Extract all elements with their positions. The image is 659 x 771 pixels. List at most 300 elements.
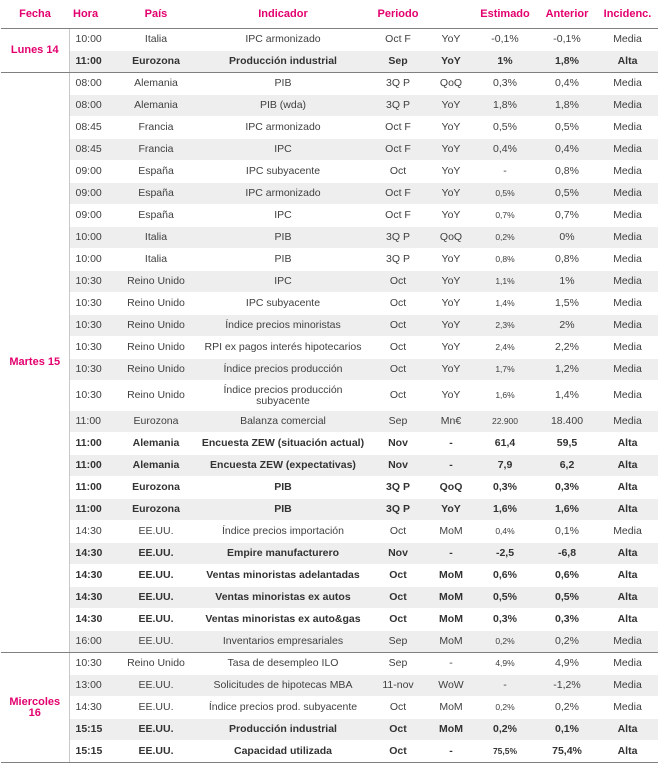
unidad-cell: YoY xyxy=(429,95,473,117)
periodo-cell: Oct F xyxy=(367,183,429,205)
estimado-cell: 0,4% xyxy=(473,139,537,161)
periodo-cell: Nov xyxy=(367,433,429,455)
anterior-cell: 75,4% xyxy=(537,741,597,763)
pais-cell: EE.UU. xyxy=(113,741,199,763)
anterior-cell: 59,5 xyxy=(537,433,597,455)
unidad-cell: YoY xyxy=(429,499,473,521)
periodo-cell: Nov xyxy=(367,543,429,565)
estimado-cell: 1,6% xyxy=(473,381,537,411)
unidad-cell: YoY xyxy=(429,359,473,381)
indicador-cell: IPC subyacente xyxy=(199,161,367,183)
fecha-cell: Martes 15 xyxy=(1,73,69,653)
table-row xyxy=(1,293,658,315)
hora-cell: 14:30 xyxy=(69,521,113,543)
table-row xyxy=(1,249,658,271)
hora-cell: 10:00 xyxy=(69,249,113,271)
estimado-cell: 0,5% xyxy=(473,117,537,139)
hora-cell: 10:00 xyxy=(69,29,113,51)
hora-cell: 09:00 xyxy=(69,161,113,183)
table-row xyxy=(1,433,658,455)
hora-cell: 08:00 xyxy=(69,73,113,95)
indicador-cell: PIB xyxy=(199,477,367,499)
anterior-cell: 6,2 xyxy=(537,455,597,477)
unidad-cell: MoM xyxy=(429,697,473,719)
unidad-cell: - xyxy=(429,455,473,477)
table-row xyxy=(1,139,658,161)
table-row xyxy=(1,543,658,565)
hora-cell: 11:00 xyxy=(69,433,113,455)
indicador-cell: Producción industrial xyxy=(199,51,367,73)
unidad-cell: - xyxy=(429,741,473,763)
periodo-cell: 3Q P xyxy=(367,499,429,521)
indicador-cell: Ventas minoristas ex auto&gas xyxy=(199,609,367,631)
periodo-cell: Oct xyxy=(367,741,429,763)
hora-cell: 10:30 xyxy=(69,381,113,411)
pais-cell: Alemania xyxy=(113,455,199,477)
incidencia-cell: Alta xyxy=(597,719,658,741)
unidad-cell: YoY xyxy=(429,161,473,183)
indicador-cell: PIB (wda) xyxy=(199,95,367,117)
unidad-cell: QoQ xyxy=(429,73,473,95)
estimado-cell: 0,5% xyxy=(473,183,537,205)
estimado-cell: 75,5% xyxy=(473,741,537,763)
unidad-cell: YoY xyxy=(429,249,473,271)
table-row xyxy=(1,73,658,95)
incidencia-cell: Media xyxy=(597,359,658,381)
unidad-cell: MoM xyxy=(429,609,473,631)
hora-cell: 08:45 xyxy=(69,117,113,139)
indicador-cell: Índice precios producción xyxy=(199,359,367,381)
periodo-cell: Nov xyxy=(367,455,429,477)
anterior-cell: 0,7% xyxy=(537,205,597,227)
periodo-cell: Oct xyxy=(367,565,429,587)
periodo-cell: Oct xyxy=(367,697,429,719)
incidencia-cell: Media xyxy=(597,227,658,249)
indicador-cell: IPC armonizado xyxy=(199,117,367,139)
unidad-cell: YoY xyxy=(429,315,473,337)
anterior-cell: 2% xyxy=(537,315,597,337)
periodo-cell: Oct xyxy=(367,161,429,183)
incidencia-cell: Alta xyxy=(597,499,658,521)
incidencia-cell: Media xyxy=(597,675,658,697)
periodo-cell: Oct F xyxy=(367,117,429,139)
indicador-cell: Balanza comercial xyxy=(199,411,367,433)
estimado-cell: 1,8% xyxy=(473,95,537,117)
pais-cell: EE.UU. xyxy=(113,719,199,741)
periodo-cell: Oct xyxy=(367,609,429,631)
pais-cell: Eurozona xyxy=(113,477,199,499)
unidad-cell: MoM xyxy=(429,631,473,653)
incidencia-cell: Alta xyxy=(597,455,658,477)
anterior-cell: 0,1% xyxy=(537,521,597,543)
pais-cell: EE.UU. xyxy=(113,675,199,697)
periodo-cell: Oct F xyxy=(367,139,429,161)
pais-cell: Italia xyxy=(113,249,199,271)
incidencia-cell: Media xyxy=(597,161,658,183)
pais-cell: Reino Unido xyxy=(113,381,199,411)
hora-cell: 10:00 xyxy=(69,227,113,249)
incidencia-cell: Alta xyxy=(597,565,658,587)
anterior-cell: 0,4% xyxy=(537,73,597,95)
periodo-cell: 3Q P xyxy=(367,73,429,95)
header-estimado: Estimado xyxy=(473,0,537,29)
incidencia-cell: Media xyxy=(597,249,658,271)
pais-cell: EE.UU. xyxy=(113,543,199,565)
table-row xyxy=(1,521,658,543)
anterior-cell: 0,1% xyxy=(537,719,597,741)
anterior-cell: 0,5% xyxy=(537,183,597,205)
unidad-cell: MoM xyxy=(429,719,473,741)
estimado-cell: 1,4% xyxy=(473,293,537,315)
table-row xyxy=(1,477,658,499)
table-row xyxy=(1,741,658,763)
table-row xyxy=(1,455,658,477)
hora-cell: 10:30 xyxy=(69,337,113,359)
table-header xyxy=(1,0,658,29)
periodo-cell: Oct xyxy=(367,315,429,337)
periodo-cell: Oct xyxy=(367,381,429,411)
estimado-cell: 0,3% xyxy=(473,73,537,95)
unidad-cell: QoQ xyxy=(429,477,473,499)
pais-cell: Alemania xyxy=(113,433,199,455)
table-row xyxy=(1,95,658,117)
incidencia-cell: Alta xyxy=(597,741,658,763)
estimado-cell: 1,1% xyxy=(473,271,537,293)
pais-cell: EE.UU. xyxy=(113,587,199,609)
estimado-cell: 0,2% xyxy=(473,697,537,719)
unidad-cell: MoM xyxy=(429,521,473,543)
hora-cell: 11:00 xyxy=(69,455,113,477)
indicador-cell: Encuesta ZEW (situación actual) xyxy=(199,433,367,455)
estimado-cell: 0,2% xyxy=(473,631,537,653)
indicador-cell: Inventarios empresariales xyxy=(199,631,367,653)
header-hora: Hora xyxy=(69,0,113,29)
periodo-cell: Sep xyxy=(367,631,429,653)
estimado-cell: 0,8% xyxy=(473,249,537,271)
hora-cell: 11:00 xyxy=(69,51,113,73)
table-row xyxy=(1,381,658,411)
periodo-cell: Oct xyxy=(367,271,429,293)
incidencia-cell: Media xyxy=(597,139,658,161)
anterior-cell: -0,1% xyxy=(537,29,597,51)
anterior-cell: 0,3% xyxy=(537,477,597,499)
unidad-cell: YoY xyxy=(429,293,473,315)
hora-cell: 09:00 xyxy=(69,205,113,227)
anterior-cell: 1,8% xyxy=(537,95,597,117)
indicador-cell: Encuesta ZEW (expectativas) xyxy=(199,455,367,477)
incidencia-cell: Alta xyxy=(597,587,658,609)
table-row xyxy=(1,587,658,609)
estimado-cell: -2,5 xyxy=(473,543,537,565)
estimado-cell: 0,3% xyxy=(473,609,537,631)
anterior-cell: 1,4% xyxy=(537,381,597,411)
unidad-cell: QoQ xyxy=(429,227,473,249)
estimado-cell: 0,3% xyxy=(473,477,537,499)
hora-cell: 11:00 xyxy=(69,411,113,433)
header-fecha: Fecha xyxy=(1,0,69,29)
pais-cell: EE.UU. xyxy=(113,609,199,631)
indicador-cell: PIB xyxy=(199,499,367,521)
hora-cell: 08:45 xyxy=(69,139,113,161)
indicador-cell: PIB xyxy=(199,227,367,249)
pais-cell: Italia xyxy=(113,29,199,51)
incidencia-cell: Alta xyxy=(597,609,658,631)
anterior-cell: 0,8% xyxy=(537,161,597,183)
estimado-cell: - xyxy=(473,675,537,697)
unidad-cell: YoY xyxy=(429,183,473,205)
table-row xyxy=(1,183,658,205)
anterior-cell: 0% xyxy=(537,227,597,249)
table-row xyxy=(1,161,658,183)
pais-cell: Reino Unido xyxy=(113,653,199,675)
pais-cell: Eurozona xyxy=(113,51,199,73)
hora-cell: 08:00 xyxy=(69,95,113,117)
estimado-cell: 0,4% xyxy=(473,521,537,543)
incidencia-cell: Alta xyxy=(597,543,658,565)
anterior-cell: 1,2% xyxy=(537,359,597,381)
pais-cell: EE.UU. xyxy=(113,521,199,543)
table-row xyxy=(1,719,658,741)
pais-cell: Francia xyxy=(113,139,199,161)
unidad-cell: MoM xyxy=(429,587,473,609)
pais-cell: Eurozona xyxy=(113,411,199,433)
indicador-cell: Índice precios importación xyxy=(199,521,367,543)
header-unidad xyxy=(429,0,473,29)
hora-cell: 10:30 xyxy=(69,315,113,337)
table-row xyxy=(1,51,658,73)
hora-cell: 10:30 xyxy=(69,271,113,293)
fecha-cell: Lunes 14 xyxy=(1,29,69,73)
incidencia-cell: Media xyxy=(597,271,658,293)
hora-cell: 14:30 xyxy=(69,587,113,609)
periodo-cell: 11-nov xyxy=(367,675,429,697)
indicador-cell: IPC xyxy=(199,205,367,227)
pais-cell: Reino Unido xyxy=(113,271,199,293)
table-row xyxy=(1,411,658,433)
periodo-cell: Oct xyxy=(367,587,429,609)
pais-cell: Italia xyxy=(113,227,199,249)
incidencia-cell: Media xyxy=(597,521,658,543)
anterior-cell: 0,3% xyxy=(537,609,597,631)
hora-cell: 14:30 xyxy=(69,565,113,587)
indicador-cell: Ventas minoristas adelantadas xyxy=(199,565,367,587)
indicador-cell: Índice precios producción subyacente xyxy=(199,381,367,411)
incidencia-cell: Media xyxy=(597,29,658,51)
indicador-cell: Solicitudes de hipotecas MBA xyxy=(199,675,367,697)
pais-cell: Francia xyxy=(113,117,199,139)
incidencia-cell: Alta xyxy=(597,433,658,455)
estimado-cell: 1% xyxy=(473,51,537,73)
indicador-cell: IPC subyacente xyxy=(199,293,367,315)
anterior-cell: -1,2% xyxy=(537,675,597,697)
hora-cell: 10:30 xyxy=(69,293,113,315)
periodo-cell: Oct xyxy=(367,719,429,741)
anterior-cell: 0,6% xyxy=(537,565,597,587)
incidencia-cell: Media xyxy=(597,411,658,433)
unidad-cell: YoY xyxy=(429,51,473,73)
estimado-cell: - xyxy=(473,161,537,183)
periodo-cell: Oct xyxy=(367,293,429,315)
estimado-cell: 0,5% xyxy=(473,587,537,609)
pais-cell: España xyxy=(113,161,199,183)
incidencia-cell: Media xyxy=(597,315,658,337)
table-row xyxy=(1,29,658,51)
pais-cell: España xyxy=(113,205,199,227)
indicador-cell: Índice precios minoristas xyxy=(199,315,367,337)
hora-cell: 15:15 xyxy=(69,719,113,741)
header-anterior: Anterior xyxy=(537,0,597,29)
pais-cell: Reino Unido xyxy=(113,293,199,315)
hora-cell: 10:30 xyxy=(69,359,113,381)
periodo-cell: 3Q P xyxy=(367,249,429,271)
hora-cell: 16:00 xyxy=(69,631,113,653)
unidad-cell: YoY xyxy=(429,205,473,227)
header-periodo: Periodo xyxy=(367,0,429,29)
unidad-cell: MoM xyxy=(429,565,473,587)
anterior-cell: -6,8 xyxy=(537,543,597,565)
estimado-cell: 2,3% xyxy=(473,315,537,337)
incidencia-cell: Media xyxy=(597,117,658,139)
unidad-cell: Mn€ xyxy=(429,411,473,433)
table-row xyxy=(1,631,658,653)
estimado-cell: 1,6% xyxy=(473,499,537,521)
periodo-cell: Oct F xyxy=(367,205,429,227)
incidencia-cell: Media xyxy=(597,95,658,117)
incidencia-cell: Media xyxy=(597,183,658,205)
estimado-cell: 0,2% xyxy=(473,719,537,741)
anterior-cell: 1% xyxy=(537,271,597,293)
incidencia-cell: Media xyxy=(597,337,658,359)
hora-cell: 11:00 xyxy=(69,499,113,521)
pais-cell: España xyxy=(113,183,199,205)
table-row xyxy=(1,609,658,631)
estimado-cell: 61,4 xyxy=(473,433,537,455)
unidad-cell: WoW xyxy=(429,675,473,697)
estimado-cell: 7,9 xyxy=(473,455,537,477)
anterior-cell: 0,2% xyxy=(537,631,597,653)
estimado-cell: -0,1% xyxy=(473,29,537,51)
table-body xyxy=(1,29,658,763)
pais-cell: Reino Unido xyxy=(113,315,199,337)
anterior-cell: 0,2% xyxy=(537,697,597,719)
anterior-cell: 0,5% xyxy=(537,117,597,139)
anterior-cell: 1,6% xyxy=(537,499,597,521)
indicador-cell: IPC xyxy=(199,271,367,293)
table-row xyxy=(1,697,658,719)
anterior-cell: 2,2% xyxy=(537,337,597,359)
pais-cell: Reino Unido xyxy=(113,359,199,381)
periodo-cell: Sep xyxy=(367,51,429,73)
pais-cell: Alemania xyxy=(113,95,199,117)
incidencia-cell: Alta xyxy=(597,477,658,499)
hora-cell: 11:00 xyxy=(69,477,113,499)
pais-cell: Alemania xyxy=(113,73,199,95)
table-row xyxy=(1,359,658,381)
table-row xyxy=(1,205,658,227)
indicador-cell: Ventas minoristas ex autos xyxy=(199,587,367,609)
indicador-cell: RPI ex pagos interés hipotecarios xyxy=(199,337,367,359)
anterior-cell: 0,5% xyxy=(537,587,597,609)
anterior-cell: 4,9% xyxy=(537,653,597,675)
periodo-cell: Oct xyxy=(367,337,429,359)
anterior-cell: 1,8% xyxy=(537,51,597,73)
pais-cell: EE.UU. xyxy=(113,565,199,587)
indicador-cell: PIB xyxy=(199,249,367,271)
table-row xyxy=(1,675,658,697)
estimado-cell: 2,4% xyxy=(473,337,537,359)
indicador-cell: Tasa de desempleo ILO xyxy=(199,653,367,675)
estimado-cell: 0,7% xyxy=(473,205,537,227)
unidad-cell: - xyxy=(429,543,473,565)
unidad-cell: YoY xyxy=(429,139,473,161)
hora-cell: 09:00 xyxy=(69,183,113,205)
table-row xyxy=(1,499,658,521)
header-incidencia: Incidenc. xyxy=(597,0,658,29)
periodo-cell: 3Q P xyxy=(367,227,429,249)
incidencia-cell: Media xyxy=(597,205,658,227)
indicador-cell: Capacidad utilizada xyxy=(199,741,367,763)
estimado-cell: 1,7% xyxy=(473,359,537,381)
indicador-cell: IPC xyxy=(199,139,367,161)
fecha-cell: Miercoles 16 xyxy=(1,653,69,763)
periodo-cell: Oct xyxy=(367,359,429,381)
hora-cell: 13:00 xyxy=(69,675,113,697)
periodo-cell: Oct F xyxy=(367,29,429,51)
table-row xyxy=(1,117,658,139)
indicador-cell: IPC armonizado xyxy=(199,183,367,205)
pais-cell: EE.UU. xyxy=(113,631,199,653)
unidad-cell: - xyxy=(429,653,473,675)
incidencia-cell: Media xyxy=(597,653,658,675)
indicador-cell: Empire manufacturero xyxy=(199,543,367,565)
indicador-cell: PIB xyxy=(199,73,367,95)
indicador-cell: Índice precios prod. subyacente xyxy=(199,697,367,719)
unidad-cell: YoY xyxy=(429,381,473,411)
pais-cell: Eurozona xyxy=(113,499,199,521)
incidencia-cell: Media xyxy=(597,631,658,653)
table-row xyxy=(1,565,658,587)
incidencia-cell: Media xyxy=(597,697,658,719)
anterior-cell: 18.400 xyxy=(537,411,597,433)
unidad-cell: YoY xyxy=(429,337,473,359)
hora-cell: 10:30 xyxy=(69,653,113,675)
header-pais: País xyxy=(113,0,199,29)
indicador-cell: IPC armonizado xyxy=(199,29,367,51)
indicador-cell: Producción industrial xyxy=(199,719,367,741)
periodo-cell: Sep xyxy=(367,411,429,433)
table-row xyxy=(1,315,658,337)
pais-cell: Reino Unido xyxy=(113,337,199,359)
incidencia-cell: Media xyxy=(597,293,658,315)
periodo-cell: Sep xyxy=(367,653,429,675)
unidad-cell: YoY xyxy=(429,117,473,139)
anterior-cell: 0,8% xyxy=(537,249,597,271)
unidad-cell: - xyxy=(429,433,473,455)
estimado-cell: 4,9% xyxy=(473,653,537,675)
unidad-cell: YoY xyxy=(429,271,473,293)
table-row xyxy=(1,227,658,249)
estimado-cell: 0,6% xyxy=(473,565,537,587)
periodo-cell: 3Q P xyxy=(367,477,429,499)
estimado-cell: 22.900 xyxy=(473,411,537,433)
incidencia-cell: Alta xyxy=(597,51,658,73)
table-row xyxy=(1,337,658,359)
table-row xyxy=(1,653,658,675)
hora-cell: 14:30 xyxy=(69,697,113,719)
header-indicador: Indicador xyxy=(199,0,367,29)
hora-cell: 14:30 xyxy=(69,609,113,631)
table-row xyxy=(1,271,658,293)
